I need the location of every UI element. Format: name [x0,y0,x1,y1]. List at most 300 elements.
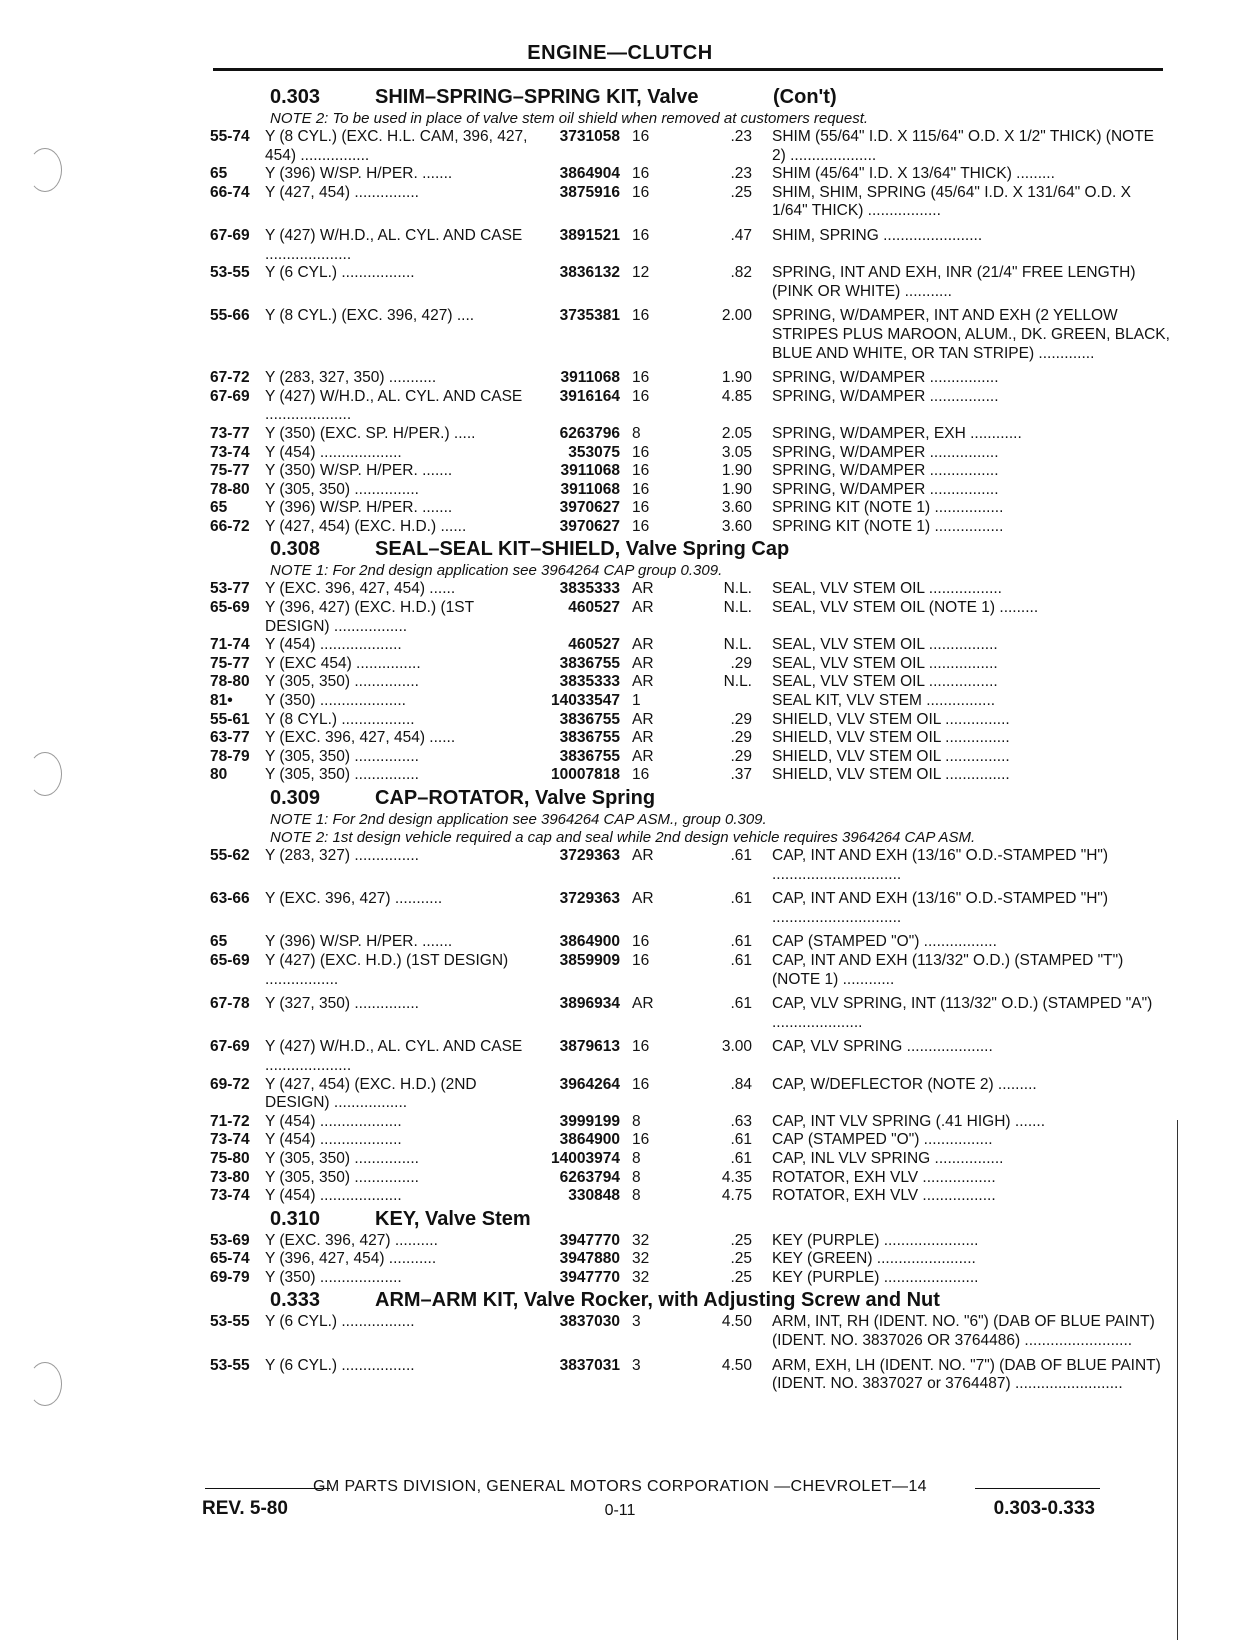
model-years: 80 [210,766,228,784]
section-title: CAP–ROTATOR, Valve Spring [375,787,656,809]
quantity: AR [632,673,654,691]
quantity: 8 [632,1149,641,1167]
quantity: 3 [632,1313,641,1331]
quantity: 32 [632,1231,650,1249]
price: .61 [730,995,752,1013]
application: Y (8 CYL.) ................. [265,710,415,728]
part-row [210,128,1170,165]
quantity: 16 [632,1038,650,1056]
part-number: 3891521 [559,226,620,244]
model-years: 78-79 [210,747,250,765]
model-years: 73-74 [210,443,250,461]
part-name: SHIELD, VLV STEM OIL ............... [772,747,1010,765]
part-name: SHIM, SHIM, SPRING (45/64" I.D. X 131/64" O.D. X 1/64" THICK) ................. [772,183,1132,220]
price: N.L. [723,580,752,598]
part-number: 3729363 [559,890,620,908]
part-row [210,264,1170,301]
quantity: 16 [632,951,650,969]
part-name: SPRING, INT AND EXH, INR (21/4" FREE LENGTH) (PINK OR WHITE) ........... [772,264,1136,300]
model-years: 66-72 [210,517,250,535]
part-number: 3875916 [559,183,620,201]
price: .23 [730,165,752,183]
model-years: 78-80 [210,480,250,498]
application: Y (427, 454) (EXC. H.D.) ...... [265,517,467,535]
application: Y (454) ................... [265,443,402,461]
price: .25 [730,1231,752,1249]
part-number: 3999199 [559,1112,620,1130]
part-row [210,599,1170,636]
part-name: SEAL, VLV STEM OIL ................ [772,636,998,654]
model-years: 73-77 [210,424,250,442]
price: 3.60 [721,499,752,517]
quantity: 16 [632,387,650,405]
part-number: 3836132 [559,264,620,282]
application: Y (350) ................... [265,1268,402,1286]
part-number: 3836755 [559,710,620,728]
application: Y (454) ................... [265,636,402,654]
part-number: 330848 [568,1187,620,1205]
quantity: AR [632,654,654,672]
part-number: 3970627 [559,499,620,517]
quantity: 16 [632,443,650,461]
part-number: 3837030 [559,1313,620,1331]
quantity: 16 [632,480,650,498]
model-years: 66-74 [210,183,250,201]
part-number: 460527 [568,636,620,654]
model-years: 67-78 [210,995,250,1013]
application: Y (454) ................... [265,1131,402,1149]
application: Y (327, 350) ............... [265,995,419,1013]
section-title: KEY, Valve Stem [375,1207,531,1230]
model-years: 65-69 [210,951,250,969]
price: N.L. [723,636,752,654]
application: Y (396) W/SP. H/PER. ....... [265,499,453,517]
part-name: SEAL, VLV STEM OIL ................ [772,654,998,672]
application: Y (EXC. 396, 427) .......... [265,1231,438,1249]
part-name: CAP, W/DEFLECTOR (NOTE 2) ......... [772,1075,1037,1093]
part-name: SEAL, VLV STEM OIL ................ [772,673,998,691]
application: Y (6 CYL.) ................. [265,1313,415,1331]
model-years: 73-74 [210,1187,250,1205]
price: 3.05 [721,443,752,461]
quantity: 16 [632,165,650,183]
model-years: 55-62 [210,847,250,864]
section-number: 0.309 [270,787,321,809]
application: Y (427) W/H.D., AL. CYL. AND CASE .................... [265,387,523,424]
part-row [210,518,1170,537]
price: 4.85 [721,387,752,405]
application: Y (396, 427) (EXC. H.D.) (1ST DESIGN) ................. [265,599,474,635]
part-number: 3864904 [559,165,620,183]
part-number: 3916164 [559,387,620,405]
part-name: SHIM, SPRING ....................... [772,226,983,244]
application: Y (396) W/SP. H/PER. ....... [265,165,453,183]
quantity: 16 [632,499,650,517]
part-name: SHIM (45/64" I.D. X 13/64" THICK) ......... [772,165,1055,183]
model-years: 71-72 [210,1112,250,1130]
quantity: 32 [632,1268,650,1286]
price: 3.60 [721,517,752,535]
quantity: 16 [632,462,650,480]
application: Y (EXC 454) ............... [265,654,421,672]
part-number: 3837031 [559,1356,620,1374]
part-name: KEY (PURPLE) ...................... [772,1231,979,1249]
price: .63 [730,1112,752,1130]
quantity: 16 [632,1131,650,1149]
quantity: 16 [632,369,650,387]
price: 4.50 [721,1313,752,1331]
part-number: 3911068 [560,369,620,387]
part-number: 3970627 [559,517,620,535]
part-number: 14033547 [551,692,620,710]
part-number: 3859909 [559,951,620,969]
section-title: SHIM–SPRING–SPRING KIT, Valve [375,86,699,108]
application: Y (283, 327, 350) ........... [265,369,437,387]
model-years: 65-69 [210,599,250,617]
model-years: 63-66 [210,890,250,908]
quantity: AR [632,729,654,747]
punch-hole-mark [28,752,62,796]
part-name: CAP, INT AND EXH (113/32" O.D.) (STAMPED "T") (NOTE 1) ............ [772,951,1124,988]
application: Y (454) ................... [265,1187,402,1205]
quantity: 16 [632,1075,650,1093]
part-row [210,673,1170,692]
model-years: 65-74 [210,1250,250,1268]
model-years: 78-80 [210,673,250,691]
part-name: CAP, VLV SPRING, INT (113/32" O.D.) (STAMPED "A") ..................... [772,995,1153,1031]
section-continued: (Con't) [773,86,837,108]
quantity: 16 [632,183,650,201]
section-heading [210,1206,1170,1232]
part-number: 353075 [568,443,620,461]
section-note: NOTE 1: For 2nd design application see 3964264 CAP ASM., group 0.309. [270,811,767,828]
price: N.L. [723,673,752,691]
quantity: 3 [632,1356,641,1374]
part-row [210,369,1170,388]
quantity: AR [632,599,654,617]
part-name: SPRING, W/DAMPER ................ [772,462,999,480]
part-row [210,1113,1170,1132]
model-years: 75-80 [210,1149,250,1167]
footer-group-range: 0.303-0.333 [993,1498,1095,1519]
application: Y (EXC. 396, 427) ........... [265,890,443,908]
price: .47 [730,226,752,244]
model-years: 73-74 [210,1131,250,1149]
model-years: 53-77 [210,580,250,598]
part-name: KEY (GREEN) ....................... [772,1250,976,1268]
price: 4.75 [721,1187,752,1205]
part-row [210,388,1170,425]
part-name: SPRING, W/DAMPER ................ [772,369,999,387]
application: Y (EXC. 396, 427, 454) ...... [265,580,456,598]
quantity: AR [632,747,654,765]
quantity: 16 [632,226,650,244]
part-number: 3731058 [559,128,620,145]
part-row [210,184,1170,221]
punch-hole-mark [28,1362,62,1406]
part-row [210,307,1170,363]
price: .61 [730,1149,752,1167]
quantity: AR [632,890,654,908]
model-years: 63-77 [210,729,250,747]
price: .29 [730,710,752,728]
quantity: AR [632,995,654,1013]
part-row [210,729,1170,748]
section-heading [210,785,1170,811]
price: .61 [730,890,752,908]
application: Y (427) (EXC. H.D.) (1ST DESIGN) ................. [265,951,509,988]
part-row [210,655,1170,674]
part-row [210,636,1170,655]
price: 1.90 [721,369,752,387]
application: Y (427, 454) (EXC. H.D.) (2ND DESIGN) ................. [265,1075,477,1112]
model-years: 73-80 [210,1168,250,1186]
quantity: 16 [632,766,650,784]
part-row [210,227,1170,264]
model-years: 55-61 [210,710,250,728]
application: Y (EXC. 396, 427, 454) ...... [265,729,456,747]
price: .84 [730,1075,752,1093]
part-name: SHIELD, VLV STEM OIL ............... [772,710,1010,728]
punch-hole-mark [28,148,62,192]
price: 2.05 [721,424,752,442]
part-number: 3911068 [560,480,620,498]
application: Y (283, 327) ............... [265,847,419,864]
model-years: 53-55 [210,1356,250,1374]
application: Y (350) W/SP. H/PER. ....... [265,462,453,480]
section-title: ARM–ARM KIT, Valve Rocker, with Adjusting Screw and Nut [375,1289,940,1312]
part-name: CAP, INT VLV SPRING (.41 HIGH) ....... [772,1112,1046,1130]
quantity: 8 [632,1168,641,1186]
model-years: 67-72 [210,369,250,387]
quantity: 16 [632,128,650,145]
model-years: 65 [210,933,228,951]
part-row [210,165,1170,184]
model-years: 69-72 [210,1075,250,1093]
price: .25 [730,1250,752,1268]
part-name: SPRING KIT (NOTE 1) ................ [772,517,1004,535]
model-years: 67-69 [210,387,250,405]
application: Y (427) W/H.D., AL. CYL. AND CASE .................... [265,1038,523,1074]
part-number: 3896934 [559,995,620,1013]
application: Y (396, 427, 454) ........... [265,1250,437,1268]
part-number: 3835333 [559,673,620,691]
price: .29 [730,747,752,765]
part-row [210,847,1170,884]
quantity: 16 [632,307,650,325]
part-name: CAP, INL VLV SPRING ................ [772,1149,1004,1167]
price: 3.00 [721,1038,752,1056]
quantity: AR [632,580,654,598]
application: Y (427) W/H.D., AL. CYL. AND CASE .................... [265,226,523,263]
model-years: 67-69 [210,226,250,244]
price: .82 [730,264,752,282]
section-number: 0.333 [270,1289,321,1312]
model-years: 69-79 [210,1268,250,1286]
header-rule [213,68,1163,71]
part-number: 3836755 [559,654,620,672]
model-years: 55-66 [210,307,250,325]
price: 4.50 [721,1356,752,1374]
model-years: 53-55 [210,264,250,282]
quantity: 8 [632,424,641,442]
parts-listing [210,84,1170,1394]
section-heading [210,1287,1170,1313]
part-row [210,444,1170,463]
part-row [210,1131,1170,1150]
part-row [210,692,1170,711]
section-heading [210,536,1170,562]
model-years: 75-77 [210,462,250,480]
price: N.L. [723,599,752,617]
model-years: 55-74 [210,128,250,145]
section-number: 0.303 [270,86,321,108]
model-years: 53-69 [210,1231,250,1249]
model-years: 65 [210,165,228,183]
part-number: 3836755 [559,747,620,765]
part-row [210,1269,1170,1288]
model-years: 81• [210,692,233,710]
price: 1.90 [721,480,752,498]
price: .29 [730,654,752,672]
part-row [210,748,1170,767]
part-name: SEAL, VLV STEM OIL (NOTE 1) ......... [772,599,1039,617]
application: Y (350) .................... [265,692,406,710]
section-number: 0.308 [270,538,321,561]
part-name: ARM, EXH, LH (IDENT. NO. "7") (DAB OF BLUE PAINT) (IDENT. NO. 3837027 or 3764487) ......................... [772,1356,1161,1393]
part-name: SEAL, VLV STEM OIL ................. [772,580,1002,598]
part-number: 10007818 [551,766,620,784]
part-row [210,1250,1170,1269]
application: Y (427, 454) ............... [265,183,419,201]
price: .25 [730,183,752,201]
part-name: CAP, INT AND EXH (13/16" O.D.-STAMPED "H") .............................. [772,847,1109,883]
part-row [210,1169,1170,1188]
part-row [210,1076,1170,1113]
part-number: 3947770 [559,1231,620,1249]
footer-page-number: 0-11 [604,1502,636,1519]
price: .61 [730,847,752,864]
part-number: 3911068 [560,462,620,480]
model-years: 75-77 [210,654,250,672]
part-row [210,1038,1170,1075]
price: 4.35 [721,1168,752,1186]
application: Y (305, 350) ............... [265,480,419,498]
part-row [210,481,1170,500]
part-number: 6263796 [559,424,620,442]
part-name: CAP (STAMPED "O") ................ [772,1131,993,1149]
part-row [210,890,1170,927]
application: Y (305, 350) ............... [265,1149,419,1167]
quantity: AR [632,710,654,728]
part-name: CAP, INT AND EXH (13/16" O.D.-STAMPED "H") .............................. [772,890,1109,926]
price: .29 [730,729,752,747]
part-name: KEY (PURPLE) ...................... [772,1268,979,1286]
part-name: SPRING, W/DAMPER ................ [772,480,999,498]
application: Y (454) ................... [265,1112,402,1130]
part-number: 460527 [568,599,620,617]
quantity: 16 [632,933,650,951]
application: Y (396) W/SP. H/PER. ....... [265,933,453,951]
model-years: 53-55 [210,1313,250,1331]
part-number: 3729363 [559,847,620,864]
part-row [210,1313,1170,1350]
part-number: 3879613 [559,1038,620,1056]
part-name: SHIM (55/64" I.D. X 115/64" O.D. X 1/2" THICK) (NOTE 2) .................... [772,128,1155,164]
part-number: 3835333 [559,580,620,598]
price [662,692,762,711]
part-name: SHIELD, VLV STEM OIL ............... [772,729,1010,747]
price: 1.90 [721,462,752,480]
part-row [210,462,1170,481]
part-name: SHIELD, VLV STEM OIL ............... [772,766,1010,784]
part-row [210,499,1170,518]
part-row [210,1150,1170,1169]
quantity: 32 [632,1250,650,1268]
model-years: 65 [210,499,228,517]
section-title: SEAL–SEAL KIT–SHIELD, Valve Spring Cap [375,538,790,561]
application: Y (6 CYL.) ................. [265,264,415,282]
part-number: 3947880 [559,1250,620,1268]
scan-edge-line [1177,1120,1178,1640]
part-name: ROTATOR, EXH VLV ................. [772,1187,996,1205]
price: .37 [730,766,752,784]
quantity: 8 [632,1187,641,1205]
section-note: NOTE 1: For 2nd design application see 3964264 CAP group 0.309. [270,562,723,580]
part-row [210,1187,1170,1206]
part-row [210,425,1170,444]
part-name: SPRING, W/DAMPER, EXH ............ [772,424,1022,442]
part-row [210,711,1170,730]
part-row [210,952,1170,989]
part-name: SEAL KIT, VLV STEM ................ [772,692,996,710]
part-number: 3864900 [559,1131,620,1149]
quantity: 8 [632,1112,641,1130]
application: Y (8 CYL.) (EXC. 396, 427) .... [265,307,475,325]
price: .61 [730,1131,752,1149]
part-name: ARM, INT, RH (IDENT. NO. "6") (DAB OF BLUE PAINT) (IDENT. NO. 3837026 OR 3764486) ......................... [772,1313,1155,1350]
part-number: 3864900 [559,933,620,951]
section-heading [210,84,1170,110]
quantity: 12 [632,264,650,282]
part-name: SPRING, W/DAMPER, INT AND EXH (2 YELLOW STRIPES PLUS MAROON, ALUM., DK. GREEN, BLACK, BLUE AND WHITE, OR TAN STRIPE) ............. [772,307,1170,362]
part-name: ROTATOR, EXH VLV ................. [772,1168,996,1186]
part-row [210,1232,1170,1251]
application: Y (6 CYL.) ................. [265,1356,415,1374]
quantity: AR [632,847,654,864]
part-row [210,933,1170,952]
part-name: SPRING, W/DAMPER ................ [772,443,999,461]
part-number: 14003974 [551,1149,620,1167]
section-note: NOTE 2: To be used in place of valve stem oil shield when removed at customers request. [270,110,869,127]
model-years: 67-69 [210,1038,250,1056]
quantity: AR [632,636,654,654]
application: Y (350) (EXC. SP. H/PER.) ..... [265,424,476,442]
part-number: 6263794 [559,1168,620,1186]
application: Y (305, 350) ............... [265,673,419,691]
price: .61 [730,933,752,951]
price: .25 [730,1268,752,1286]
part-row [210,766,1170,785]
price: .23 [730,128,752,145]
part-row [210,995,1170,1032]
price: 2.00 [721,307,752,325]
part-row [210,580,1170,599]
section-note: NOTE 2: 1st design vehicle required a cap and seal while 2nd design vehicle requires 3964264 CAP ASM. [270,829,976,846]
part-name: CAP, VLV SPRING .................... [772,1038,993,1056]
part-number: 3735381 [559,307,620,325]
part-name: CAP (STAMPED "O") ................. [772,933,997,951]
